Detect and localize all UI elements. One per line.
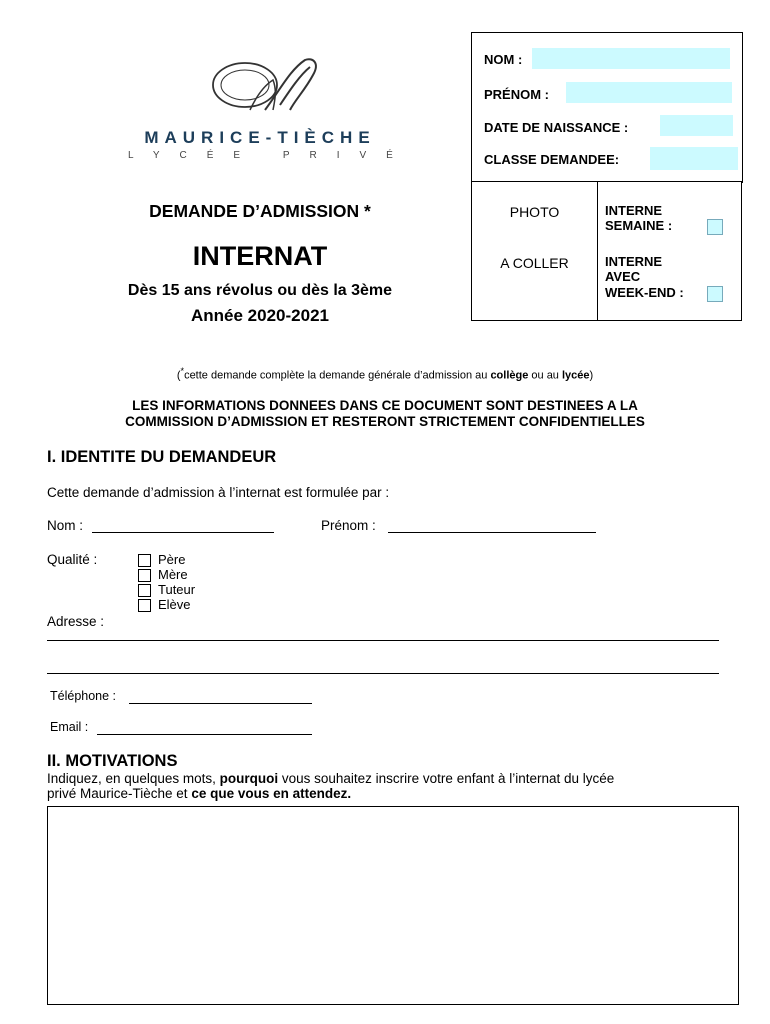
- instr-pourquoi: pourquoi: [219, 771, 279, 786]
- telephone-line[interactable]: [129, 703, 312, 704]
- qualite-label: Qualité :: [47, 552, 98, 567]
- adresse-line-1[interactable]: [47, 640, 719, 641]
- adresse-line-2[interactable]: [47, 673, 719, 674]
- photo-label: PHOTO: [509, 204, 560, 220]
- form-title: DEMANDE D’ADMISSION *: [149, 201, 371, 221]
- note-pre: cette demande complète la demande générale d’admission au: [184, 369, 491, 382]
- note-post: ): [589, 369, 594, 382]
- prenom-field[interactable]: [566, 82, 732, 103]
- qualite-pere-label: Père: [158, 552, 186, 567]
- logo-subtitle: LYCÉE PRIVÉ: [128, 150, 413, 161]
- section1-title: I. IDENTITE DU DEMANDEUR: [47, 448, 277, 466]
- nom-requester-label: Nom :: [47, 518, 84, 533]
- interne-weekend-checkbox[interactable]: [707, 286, 723, 302]
- photo-box: [471, 181, 598, 321]
- age-condition: Dès 15 ans révolus ou dès la 3ème: [127, 282, 393, 299]
- qualite-tuteur-label: Tuteur: [158, 582, 196, 597]
- nom-field[interactable]: [532, 48, 730, 69]
- qualite-eleve-label: Elève: [158, 597, 191, 612]
- school-year: Année 2020-2021: [191, 306, 329, 325]
- classe-field[interactable]: [650, 147, 738, 170]
- logo-brand-name: MAURICE-TIÈCHE: [144, 128, 376, 147]
- instr-attendez: ce que vous en attendez.: [191, 786, 352, 801]
- motivations-textbox[interactable]: [47, 806, 739, 1005]
- instr-4: privé Maurice-Tièche et: [47, 786, 192, 801]
- date-naissance-field[interactable]: [660, 115, 733, 136]
- note-open: (: [176, 369, 181, 382]
- qualite-mere-label: Mère: [158, 567, 188, 582]
- qualite-pere-checkbox[interactable]: [138, 554, 151, 567]
- classe-label: CLASSE DEMANDEE:: [484, 152, 620, 167]
- motivations-instructions: [47, 771, 737, 801]
- nom-requester-line[interactable]: [92, 532, 274, 533]
- note-star: *: [180, 366, 185, 376]
- adresse-label: Adresse :: [47, 614, 105, 629]
- interne-semaine-label-2: SEMAINE :: [605, 218, 673, 233]
- note-mid: ou au: [528, 369, 562, 382]
- interne-weekend-label-1: INTERNE: [605, 254, 663, 269]
- nom-label: NOM :: [484, 52, 523, 67]
- interne-weekend-label-2: AVEC: [605, 269, 641, 284]
- qualite-tuteur-checkbox[interactable]: [138, 584, 151, 597]
- confidential-line-2: COMMISSION D’ADMISSION ET RESTERONT STRICTEMENT CONFIDENTIELLES: [125, 414, 645, 429]
- instr-1: Indiquez, en quelques mots,: [47, 771, 220, 786]
- prenom-label: PRÉNOM :: [484, 87, 549, 102]
- section1-intro: Cette demande d’admission à l’internat est formulée par :: [47, 485, 390, 500]
- section2-title: II. MOTIVATIONS: [47, 752, 178, 770]
- interne-semaine-label-1: INTERNE: [605, 203, 663, 218]
- qualite-mere-checkbox[interactable]: [138, 569, 151, 582]
- note-lycee: lycée: [561, 369, 590, 382]
- confidential-line-1: LES INFORMATIONS DONNEES DANS CE DOCUMENT SONT DESTINEES A LA: [132, 398, 638, 413]
- prenom-requester-line[interactable]: [388, 532, 596, 533]
- telephone-label: Téléphone :: [50, 689, 117, 703]
- interne-semaine-checkbox[interactable]: [707, 219, 723, 235]
- note: [60, 366, 710, 382]
- form-main-title: INTERNAT: [192, 241, 328, 271]
- email-line[interactable]: [97, 734, 312, 735]
- monogram-logo-icon: [195, 55, 330, 120]
- interne-weekend-label-3: WEEK-END :: [605, 285, 684, 300]
- email-label: Email :: [50, 720, 89, 734]
- date-naissance-label: DATE DE NAISSANCE :: [484, 120, 629, 135]
- instr-3: vous souhaitez inscrire votre enfant à l’internat du lycée: [278, 771, 615, 786]
- photo-label-2: A COLLER: [500, 255, 569, 271]
- note-college: collège: [490, 369, 529, 382]
- prenom-requester-label: Prénom :: [321, 518, 376, 533]
- qualite-eleve-checkbox[interactable]: [138, 599, 151, 612]
